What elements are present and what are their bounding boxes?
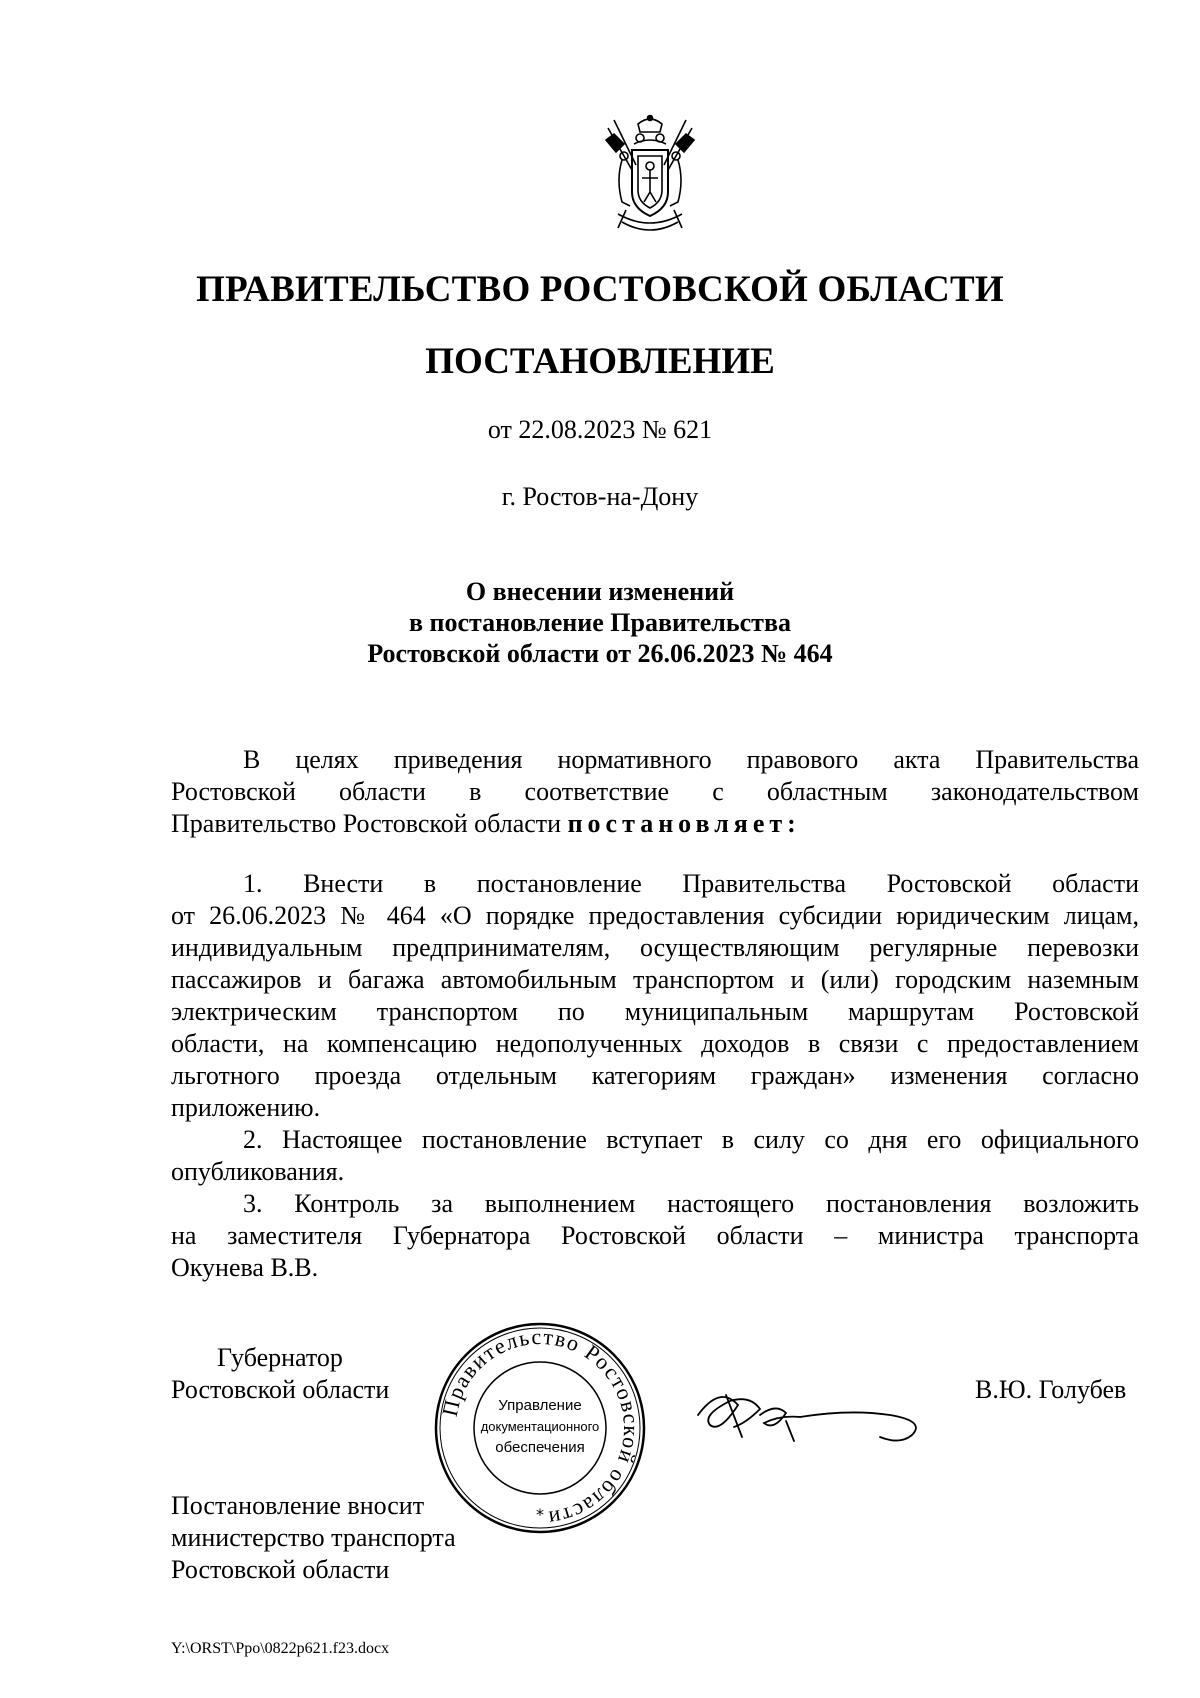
official-seal — [430, 1318, 650, 1538]
svg-text:*: * — [536, 1505, 544, 1524]
submitted-by-line: Ростовской области — [171, 1555, 390, 1584]
document-city: г. Ростов-на-Дону — [501, 482, 699, 511]
preamble-paragraph — [171, 744, 1139, 840]
subject-line: в постановление Правительства — [408, 608, 791, 637]
seal-inner-line: документационного — [480, 1419, 600, 1434]
item-line: приложению. — [171, 1093, 321, 1122]
subject-line: Ростовской области от 26.06.2023 № 464 — [367, 639, 833, 668]
coat-of-arms-emblem — [596, 110, 704, 240]
item-line: льготного проезда отдельным категориям граждан» изменения согласно — [171, 1061, 1139, 1090]
item-line: Окунева В.В. — [171, 1253, 319, 1282]
position-line: Ростовской области — [171, 1375, 390, 1404]
item-line: 3. Контроль за выполнением настоящего постановления возложить — [243, 1189, 1139, 1218]
decree-keyword: постановляет: — [567, 809, 801, 838]
item-line: индивидуальным предпринимателям, осуществляющим регулярные перевозки — [171, 933, 1139, 962]
decree-item-2 — [171, 1124, 1139, 1188]
seal-inner-line: обеспечения — [495, 1439, 585, 1456]
document-date-number: от 22.08.2023 № 621 — [487, 415, 713, 444]
signatory-name: В.Ю. Голубев — [975, 1375, 1127, 1404]
preamble-line: Ростовской области в соответствие с областным законодательством — [171, 777, 1139, 806]
item-line: опубликования. — [171, 1157, 345, 1186]
item-line: от 26.06.2023 № 464 «О порядке предоставления субсидии юридическим лицам, — [171, 901, 1139, 930]
item-line: пассажиров и багажа автомобильным транспортом и (или) городским наземным — [171, 965, 1139, 994]
signatory-position — [217, 1342, 343, 1374]
handwritten-signature — [690, 1375, 930, 1455]
decree-item-1 — [171, 868, 1139, 1124]
submitted-by-line: министерство транспорта — [171, 1523, 456, 1552]
item-line: на заместителя Губернатора Ростовской области – министра транспорта — [171, 1221, 1139, 1250]
submitted-by — [171, 1490, 456, 1586]
item-line: области, на компенсацию недополученных доходов в связи с предоставлением — [171, 1029, 1139, 1058]
decree-item-3 — [171, 1188, 1139, 1284]
file-path-footer: Y:\ORST\Ppo\0822p621.f23.docx — [171, 1640, 390, 1657]
document-type: ПОСТАНОВЛЕНИЕ — [425, 341, 775, 382]
seal-outer-text: Правительство Ростовской области — [436, 1323, 645, 1532]
preamble-line: В целях приведения нормативного правового акта Правительства — [243, 745, 1139, 774]
organization-title: ПРАВИТЕЛЬСТВО РОСТОВСКОЙ ОБЛАСТИ — [196, 269, 1004, 310]
document-subject — [0, 576, 1200, 669]
signatory-position-region — [171, 1374, 389, 1406]
item-line: электрическим транспортом по муниципальным маршрутам Ростовской — [171, 997, 1139, 1026]
seal-inner-line: Управление — [498, 1397, 582, 1414]
position-line: Губернатор — [217, 1343, 343, 1372]
item-line: 2. Настоящее постановление вступает в силу со дня его официального — [243, 1125, 1139, 1154]
subject-line: О внесении изменений — [465, 577, 735, 606]
preamble-line: Правительство Ростовской области постановляет: — [171, 809, 801, 838]
item-line: 1. Внести в постановление Правительства Ростовской области — [243, 869, 1139, 898]
submitted-by-line: Постановление вносит — [171, 1491, 425, 1520]
